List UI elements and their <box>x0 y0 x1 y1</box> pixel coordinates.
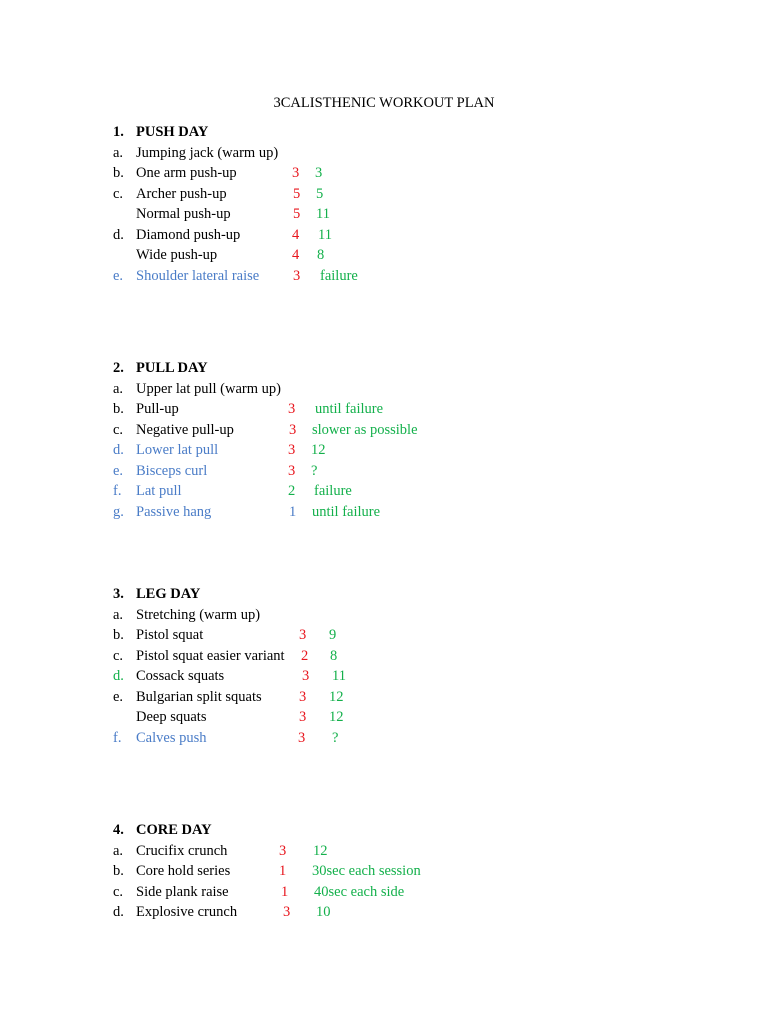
exercise-name: One arm push-up <box>136 165 237 181</box>
reps-value: failure <box>320 267 358 284</box>
sets-value: 3 <box>302 668 310 684</box>
item-marker: a. <box>113 380 124 397</box>
item-marker: b. <box>113 401 124 417</box>
exercise-name: Passive hang <box>136 503 212 520</box>
document-title: 3CALISTHENIC WORKOUT PLAN <box>273 95 495 111</box>
list-item <box>0 646 768 667</box>
reps-value: slower as possible <box>312 421 418 438</box>
section-title: LEG DAY <box>136 586 201 602</box>
list-item <box>0 861 768 882</box>
section-heading <box>0 584 768 605</box>
reps-value: 12 <box>329 688 344 705</box>
exercise-name: Lat pull <box>136 483 182 499</box>
exercise-name: Wide push-up <box>136 247 218 263</box>
sets-value: 3 <box>299 688 307 705</box>
list-item <box>0 841 768 862</box>
exercise-name: Stretching (warm up) <box>136 606 261 623</box>
item-marker: f. <box>113 729 122 746</box>
sets-value: 1 <box>279 863 287 879</box>
list-item <box>0 184 768 205</box>
list-item <box>0 163 768 184</box>
exercise-name: Normal push-up <box>136 206 231 222</box>
list-item <box>0 666 768 687</box>
list-item <box>0 605 768 626</box>
exercise-name: Bulgarian split squats <box>136 688 262 705</box>
item-marker: b. <box>113 627 124 643</box>
sets-value: 2 <box>301 647 309 664</box>
exercise-name: Upper lat pull (warm up) <box>136 380 281 397</box>
exercise-name: Side plank raise <box>136 883 229 900</box>
item-marker: a. <box>113 144 124 161</box>
section-push-day <box>0 122 768 286</box>
section-number: 2. <box>113 360 124 376</box>
section-heading <box>0 820 768 841</box>
item-marker: a. <box>113 606 124 623</box>
list-item <box>0 379 768 400</box>
section-pull-day <box>0 358 768 522</box>
exercise-name: Negative pull-up <box>136 421 234 438</box>
sets-value: 3 <box>299 627 307 643</box>
exercise-name: Shoulder lateral raise <box>136 267 260 284</box>
list-item <box>0 502 768 523</box>
item-marker: e. <box>113 688 124 705</box>
list-item <box>0 225 768 246</box>
list-item <box>0 204 768 225</box>
sets-value: 5 <box>293 185 301 202</box>
reps-value: 5 <box>316 185 324 202</box>
sets-value: 3 <box>298 729 306 746</box>
sets-value: 3 <box>288 442 296 458</box>
section-number: 4. <box>113 822 124 838</box>
list-item <box>0 461 768 482</box>
item-marker: a. <box>113 842 124 859</box>
exercise-name: Diamond push-up <box>136 226 241 243</box>
item-marker: e. <box>113 267 124 284</box>
exercise-name: Archer push-up <box>136 185 227 202</box>
exercise-name: Jumping jack (warm up) <box>136 144 279 161</box>
list-item <box>0 245 768 266</box>
item-marker: b. <box>113 165 124 181</box>
item-marker: d. <box>113 226 124 243</box>
reps-value: ? <box>311 462 318 479</box>
list-item <box>0 625 768 646</box>
item-marker: g. <box>113 503 124 520</box>
sets-value: 3 <box>288 401 296 417</box>
exercise-name: Crucifix crunch <box>136 842 228 859</box>
exercise-name: Pistol squat easier variant <box>136 647 285 664</box>
exercise-name: Pistol squat <box>136 627 204 643</box>
reps-value: until failure <box>312 503 381 520</box>
sets-value: 3 <box>279 842 287 859</box>
list-item <box>0 420 768 441</box>
exercise-name: Deep squats <box>136 709 207 725</box>
list-item <box>0 266 768 287</box>
sets-value: 4 <box>292 226 300 243</box>
reps-value: 12 <box>313 842 328 859</box>
list-item <box>0 440 768 461</box>
sets-value: 5 <box>293 206 301 222</box>
list-item <box>0 728 768 749</box>
list-item <box>0 399 768 420</box>
reps-value: 9 <box>329 627 337 643</box>
exercise-name: Core hold series <box>136 863 231 879</box>
item-marker: c. <box>113 883 124 900</box>
section-number: 3. <box>113 586 124 602</box>
sets-value: 4 <box>292 247 300 263</box>
exercise-name: Cossack squats <box>136 668 225 684</box>
reps-value: 12 <box>329 709 344 725</box>
reps-value: 8 <box>317 247 325 263</box>
list-item <box>0 143 768 164</box>
reps-value: 40sec each side <box>314 883 405 900</box>
section-title: PUSH DAY <box>136 124 209 140</box>
reps-value: 10 <box>316 904 331 920</box>
sets-value: 3 <box>293 267 301 284</box>
list-item <box>0 882 768 903</box>
reps-value: 11 <box>316 206 330 222</box>
sets-value: 3 <box>292 165 300 181</box>
reps-value: 3 <box>315 165 323 181</box>
item-marker: d. <box>113 668 124 684</box>
reps-value: until failure <box>315 401 384 417</box>
section-leg-day <box>0 584 768 748</box>
item-marker: c. <box>113 421 124 438</box>
reps-value: ? <box>332 729 339 746</box>
reps-value: 11 <box>318 226 332 243</box>
exercise-name: Lower lat pull <box>136 442 219 458</box>
list-item <box>0 481 768 502</box>
item-marker: d. <box>113 442 124 458</box>
item-marker: b. <box>113 863 124 879</box>
item-marker: d. <box>113 904 124 920</box>
section-heading <box>0 358 768 379</box>
sets-value: 3 <box>289 421 297 438</box>
section-title: CORE DAY <box>136 822 212 838</box>
item-marker: f. <box>113 483 122 499</box>
exercise-name: Bisceps curl <box>136 462 208 479</box>
reps-value: failure <box>314 483 352 499</box>
exercise-name: Explosive crunch <box>136 904 238 920</box>
exercise-name: Calves push <box>136 729 207 746</box>
sets-value: 2 <box>288 483 296 499</box>
exercise-name: Pull-up <box>136 401 179 417</box>
sets-value: 1 <box>281 883 289 900</box>
list-item <box>0 687 768 708</box>
section-heading <box>0 122 768 143</box>
sets-value: 3 <box>299 709 307 725</box>
reps-value: 11 <box>332 668 346 684</box>
item-marker: e. <box>113 462 124 479</box>
item-marker: c. <box>113 185 124 202</box>
list-item <box>0 707 768 728</box>
reps-value: 12 <box>311 442 326 458</box>
item-marker: c. <box>113 647 124 664</box>
sets-value: 3 <box>288 462 296 479</box>
section-title: PULL DAY <box>136 360 208 376</box>
reps-value: 30sec each session <box>312 863 421 879</box>
list-item <box>0 902 768 923</box>
sets-value: 1 <box>289 503 297 520</box>
reps-value: 8 <box>330 647 338 664</box>
sets-value: 3 <box>283 904 291 920</box>
section-core-day <box>0 820 768 923</box>
section-number: 1. <box>113 124 124 140</box>
